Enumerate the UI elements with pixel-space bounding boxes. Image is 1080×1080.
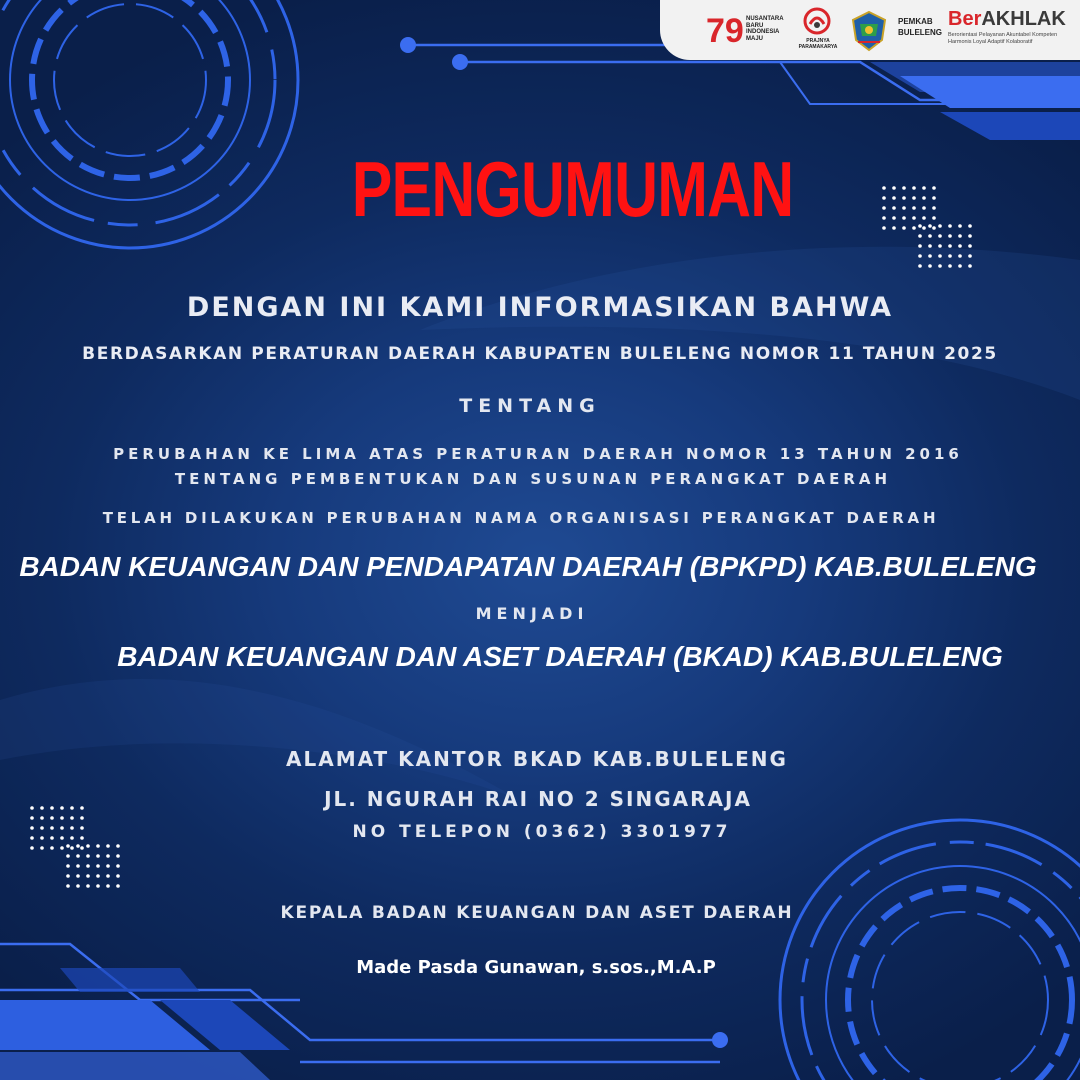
pemkab-caption: PEMKAB BULELENG xyxy=(898,17,942,37)
decor-dot xyxy=(892,216,896,220)
decor-dot xyxy=(922,216,926,220)
subject-line-2: TENTANG PEMBENTUKAN DAN SUSUNAN PERANGKAT DAERAH xyxy=(174,470,892,488)
announcement-title: PENGUMUMAN xyxy=(351,145,794,233)
decor-dot xyxy=(882,226,886,230)
dot-grid-bottom-left xyxy=(30,806,120,888)
berakhlak-tagline: Berorientasi Pelayanan Akuntabel Kompeten Harmonis Loyal Adaptif Kolaboratif xyxy=(948,32,1058,45)
decor-dot xyxy=(968,264,972,268)
decor-dot xyxy=(922,186,926,190)
decor-dot xyxy=(958,244,962,248)
decor-dot xyxy=(66,864,70,868)
decor-dot xyxy=(30,846,34,850)
decor-dot xyxy=(922,196,926,200)
decor-dot xyxy=(76,864,80,868)
new-organization-name: BADAN KEUANGAN DAN ASET DAERAH (BKAD) KAB.BULELENG xyxy=(117,641,1003,672)
decor-dot xyxy=(918,234,922,238)
decor-dot xyxy=(96,874,100,878)
decor-dot xyxy=(86,864,90,868)
pemkab-buleleng-crest-icon xyxy=(850,10,888,52)
logo-bar xyxy=(660,0,1080,60)
decor-dot xyxy=(958,264,962,268)
decor-dot xyxy=(116,884,120,888)
decor-dot xyxy=(932,226,936,230)
decor-dot xyxy=(948,264,952,268)
decor-dot xyxy=(938,254,942,258)
decor-dot xyxy=(96,854,100,858)
prajnya-caption: PRAJNYA PARAMAKARYA xyxy=(798,38,838,50)
berakhlak-logo: BerAKHLAK xyxy=(948,8,1066,30)
decor-dot xyxy=(948,254,952,258)
decor-dot xyxy=(66,884,70,888)
prajnya-emblem-icon xyxy=(802,6,832,36)
decor-dot xyxy=(70,816,74,820)
office-phone: NO TELEPON (0362) 3301977 xyxy=(352,822,732,842)
decor-dot xyxy=(932,186,936,190)
decor-dot xyxy=(76,884,80,888)
decor-dot xyxy=(66,874,70,878)
decor-dot xyxy=(928,254,932,258)
signatory-position: KEPALA BADAN KEUANGAN DAN ASET DAERAH xyxy=(280,903,794,923)
decor-dot xyxy=(892,196,896,200)
decor-dot xyxy=(902,186,906,190)
decor-dot xyxy=(882,216,886,220)
signatory-name: Made Pasda Gunawan, s.sos.,M.A.P xyxy=(356,957,716,978)
decor-dot xyxy=(106,864,110,868)
decor-dot xyxy=(60,816,64,820)
decor-dot xyxy=(922,226,926,230)
bottom-right-arcs xyxy=(780,820,1080,1080)
decor-dot xyxy=(50,816,54,820)
decor-dot xyxy=(918,244,922,248)
decor-dot xyxy=(96,844,100,848)
decor-dot xyxy=(96,884,100,888)
decor-dot xyxy=(938,264,942,268)
decor-dot xyxy=(902,206,906,210)
decor-dot xyxy=(968,254,972,258)
decor-dot xyxy=(80,846,84,850)
decor-dot xyxy=(86,844,90,848)
decor-dot xyxy=(958,234,962,238)
decor-dot xyxy=(948,224,952,228)
decor-dot xyxy=(80,816,84,820)
decor-dot xyxy=(912,226,916,230)
decor-dot xyxy=(918,224,922,228)
decor-dot xyxy=(66,844,70,848)
decor-dot xyxy=(86,884,90,888)
decor-dot xyxy=(70,846,74,850)
decor-dot xyxy=(882,196,886,200)
subject-line-1: PERUBAHAN KE LIMA ATAS PERATURAN DAERAH NOMOR 13 TAHUN 2016 xyxy=(113,445,963,463)
decor-dot xyxy=(892,186,896,190)
decor-dot xyxy=(912,206,916,210)
decor-dot xyxy=(922,206,926,210)
decor-dot xyxy=(76,844,80,848)
top-left-arcs xyxy=(0,0,298,248)
decor-dot xyxy=(928,244,932,248)
decor-dot xyxy=(86,854,90,858)
decor-dot xyxy=(902,196,906,200)
decor-dot xyxy=(968,234,972,238)
decor-dot xyxy=(968,224,972,228)
decor-dot xyxy=(882,206,886,210)
statement-line: TELAH DILAKUKAN PERUBAHAN NAMA ORGANISASI PERANGKAT DAERAH xyxy=(102,509,940,527)
intro-heading: DENGAN INI KAMI INFORMASIKAN BAHWA xyxy=(186,292,894,323)
decor-dot xyxy=(958,254,962,258)
decor-dot xyxy=(50,846,54,850)
decor-dot xyxy=(938,234,942,238)
decor-dot xyxy=(902,226,906,230)
decor-dot xyxy=(958,224,962,228)
decor-dot xyxy=(86,874,90,878)
decor-dot xyxy=(928,264,932,268)
decor-dot xyxy=(928,234,932,238)
decor-dot xyxy=(116,844,120,848)
decor-dot xyxy=(40,846,44,850)
decor-dot xyxy=(60,846,64,850)
decor-dot xyxy=(106,844,110,848)
decor-dot xyxy=(938,224,942,228)
decor-dot xyxy=(882,186,886,190)
decor-dot xyxy=(116,874,120,878)
decor-dot xyxy=(932,206,936,210)
about-label: TENTANG xyxy=(459,395,601,417)
decor-dot xyxy=(96,864,100,868)
anniversary-caption: NUSANTARA BARU INDONESIA MAJU xyxy=(746,16,784,42)
decor-dot xyxy=(116,864,120,868)
office-address-title: ALAMAT KANTOR BKAD KAB.BULELENG xyxy=(286,747,788,771)
decor-dot xyxy=(932,196,936,200)
decor-dot xyxy=(76,874,80,878)
decor-dot xyxy=(116,854,120,858)
decor-dot xyxy=(918,254,922,258)
decor-dot xyxy=(938,244,942,248)
becomes-label: MENJADI xyxy=(475,604,589,623)
decor-dot xyxy=(30,816,34,820)
office-street: JL. NGURAH RAI NO 2 SINGARAJA xyxy=(324,787,752,811)
decor-dot xyxy=(106,884,110,888)
decor-dot xyxy=(912,186,916,190)
old-organization-name: BADAN KEUANGAN DAN PENDAPATAN DAERAH (BPKPD) KAB.BULELENG xyxy=(19,551,1037,582)
decor-dot xyxy=(968,244,972,248)
decor-dot xyxy=(948,244,952,248)
decor-dot xyxy=(932,216,936,220)
decor-dot xyxy=(918,264,922,268)
decor-dot xyxy=(912,196,916,200)
decor-dot xyxy=(106,874,110,878)
anniversary-79-logo xyxy=(706,10,746,48)
decor-dot xyxy=(948,234,952,238)
decor-dot xyxy=(892,226,896,230)
svg-text:79: 79 xyxy=(706,12,744,48)
decor-dot xyxy=(892,206,896,210)
decor-dot xyxy=(928,224,932,228)
decor-dot xyxy=(106,854,110,858)
decor-dot xyxy=(66,854,70,858)
decor-dot xyxy=(902,216,906,220)
decor-dot xyxy=(40,816,44,820)
decor-dot xyxy=(912,216,916,220)
decor-dot xyxy=(76,854,80,858)
regulation-line: BERDASARKAN PERATURAN DAERAH KABUPATEN BULELENG NOMOR 11 TAHUN 2025 xyxy=(82,344,998,364)
